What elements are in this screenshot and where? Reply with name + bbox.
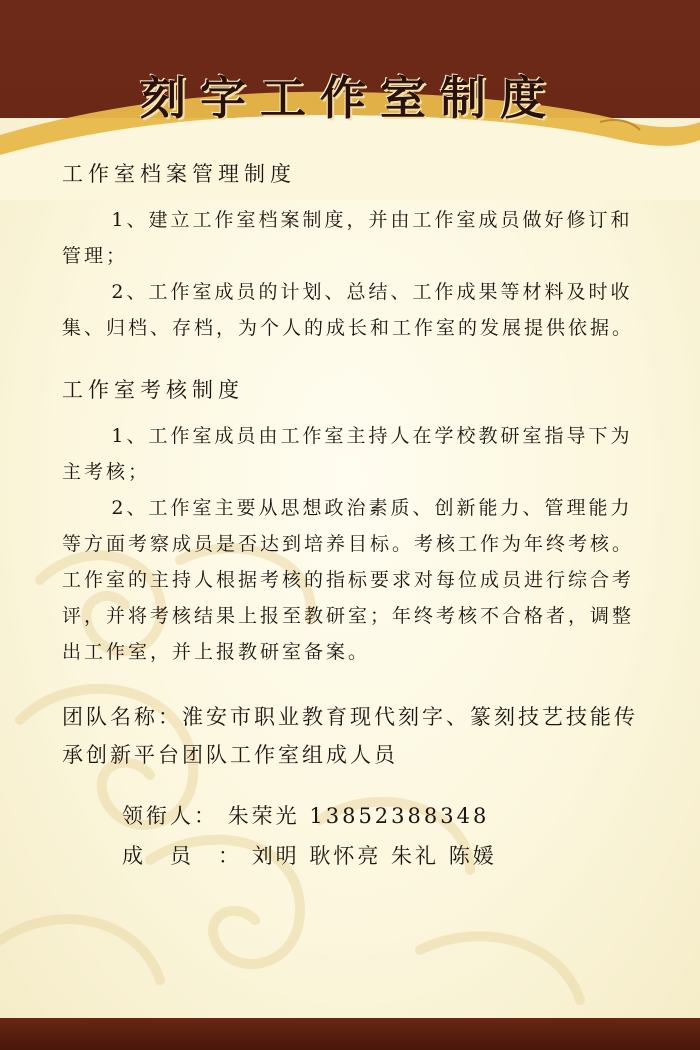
- leader-label: 领衔人：: [122, 804, 218, 828]
- section-archive-management: [62, 158, 642, 346]
- members-label: 成 员 ：: [122, 844, 242, 868]
- section-heading: 工作室考核制度: [62, 378, 244, 402]
- leader-row: [122, 796, 642, 836]
- leader-value: 朱荣光 13852388348: [227, 804, 490, 828]
- team-label: 团队名称：: [62, 705, 182, 729]
- bottom-border: [0, 1018, 700, 1050]
- member-list: [62, 796, 642, 876]
- team-name: 淮安市职业教育现代刻字、篆刻技艺技能传承创新平台团队工作室组成人员: [62, 705, 638, 767]
- paragraph: 1、建立工作室档案制度，并由工作室成员做好修订和管理；: [62, 209, 633, 267]
- members-value: 刘明 耿怀亮 朱礼 陈媛: [251, 844, 497, 868]
- paragraph: 2、工作室主要从思想政治素质、创新能力、管理能力等方面考察成员是否达到培养目标。考核工作为年终考核。工作室的主持人根据考核的指标要求对每位成员进行综合考评，并将考核结果上报至教研室；年终考核不合格者，调整出工作室，并上报教研室备案。: [62, 497, 635, 663]
- members-row: [122, 836, 642, 876]
- team-info: [62, 698, 642, 774]
- paragraph: 1、工作室成员由工作室主持人在学校教研室指导下为主考核；: [62, 425, 633, 483]
- section-assessment: [62, 374, 642, 670]
- content-body: [62, 158, 642, 876]
- paragraph: 2、工作室成员的计划、总结、工作成果等材料及时收集、归档、存档，为个人的成长和工作室的发展提供依据。: [62, 281, 635, 339]
- page-title: 刻字工作室制度: [140, 71, 560, 125]
- section-heading: 工作室档案管理制度: [62, 162, 296, 186]
